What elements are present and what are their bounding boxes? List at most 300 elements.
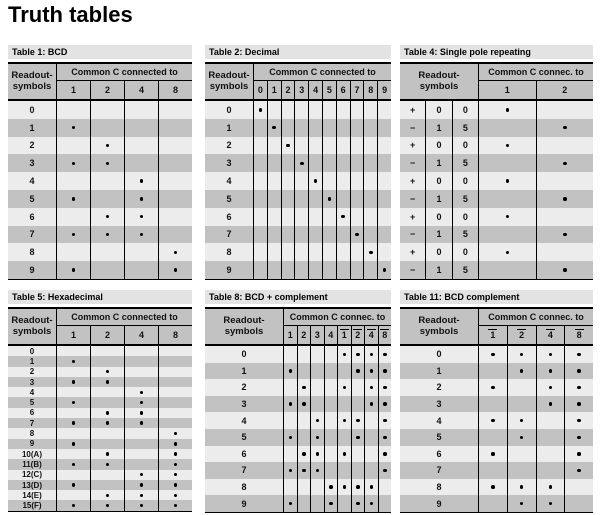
contact-cell xyxy=(536,119,594,137)
contact-cell xyxy=(90,387,124,397)
table-row xyxy=(400,190,593,208)
contact-cells xyxy=(283,429,391,446)
dot xyxy=(106,452,110,456)
readout-symbol-group xyxy=(8,428,56,438)
readout-symbol-group xyxy=(8,470,56,480)
contact-cell xyxy=(324,346,338,363)
dot xyxy=(72,483,76,487)
contact-cells xyxy=(56,261,192,279)
readout-symbol: 0 xyxy=(436,349,442,360)
readout-symbol: 0 xyxy=(226,104,232,115)
contact-cell xyxy=(57,470,90,480)
dot xyxy=(174,251,178,255)
table-title: Table 8: BCD + complement xyxy=(205,290,391,304)
table-row xyxy=(400,379,593,396)
readout-symbol-group xyxy=(205,226,253,244)
readout-symbol-group xyxy=(8,367,56,377)
overlined-column-label: 8 xyxy=(382,330,388,341)
contact-cell xyxy=(308,208,322,226)
contact-cell xyxy=(57,439,90,449)
contact-cells xyxy=(56,408,192,418)
contact-cell xyxy=(363,119,377,137)
contact-cell xyxy=(90,377,124,387)
readout-symbol: 3 xyxy=(29,158,35,169)
dot xyxy=(370,502,374,506)
contact-cells xyxy=(56,346,192,356)
contact-cell xyxy=(90,418,124,428)
contact-cell xyxy=(479,261,536,279)
table-row xyxy=(8,346,192,356)
contact-cell xyxy=(158,154,192,172)
contact-cell xyxy=(294,208,308,226)
contact-cell xyxy=(322,226,336,244)
contact-cells xyxy=(478,379,593,396)
contact-cell xyxy=(124,397,158,407)
contact-cell xyxy=(297,446,311,463)
readout-symbol: 7 xyxy=(29,418,35,428)
table-body xyxy=(8,101,192,280)
contact-cell xyxy=(536,190,594,208)
dot xyxy=(106,144,110,148)
contact-cells xyxy=(56,459,192,469)
contact-cell xyxy=(536,479,565,496)
readout-symbol: 2 xyxy=(436,382,442,393)
contact-cell xyxy=(322,190,336,208)
contact-cell xyxy=(564,379,593,396)
contact-cell xyxy=(308,190,322,208)
readout-symbol-group xyxy=(205,379,283,396)
contact-cells xyxy=(56,490,192,500)
table-row xyxy=(8,480,192,490)
table-body xyxy=(205,101,391,280)
overlined-column-label: 2 xyxy=(355,330,361,341)
readout-symbol: 1 xyxy=(29,356,35,366)
readout-symbol-group xyxy=(205,261,253,279)
contact-cell xyxy=(57,119,90,137)
contact-cell xyxy=(158,119,192,137)
contact-cell xyxy=(90,428,124,438)
contact-cell xyxy=(479,462,507,479)
contact-cell xyxy=(57,459,90,469)
contact-cell xyxy=(350,137,364,155)
table-row xyxy=(8,449,192,459)
contact-cell xyxy=(281,101,295,119)
contact-cell xyxy=(536,243,594,261)
contact-cell xyxy=(336,137,350,155)
contact-cell xyxy=(337,412,351,429)
contact-cell xyxy=(254,101,267,119)
contact-cell xyxy=(90,208,124,226)
contact-cells xyxy=(478,261,593,279)
dot xyxy=(520,419,524,423)
column-header: 2 xyxy=(536,81,594,99)
contact-cell xyxy=(267,154,281,172)
readout-symbol: 1 xyxy=(425,190,451,208)
readout-symbol-group xyxy=(400,226,478,244)
contact-cell xyxy=(90,137,124,155)
table-row xyxy=(8,418,192,428)
overlined-column-label: 4 xyxy=(547,330,553,341)
contact-cell xyxy=(351,446,365,463)
dot xyxy=(72,401,76,405)
readout-symbol-group xyxy=(205,346,283,363)
contact-cell xyxy=(351,396,365,413)
dot xyxy=(383,268,387,272)
readout-symbol: 2 xyxy=(29,140,35,151)
overlined-column-label: 8 xyxy=(576,330,582,341)
contact-cell xyxy=(308,137,322,155)
contact-cell xyxy=(507,446,536,463)
readout-symbol-group xyxy=(8,397,56,407)
table-row xyxy=(400,412,593,429)
contact-cell xyxy=(363,154,377,172)
readout-symbol: − xyxy=(410,265,416,276)
dot xyxy=(506,108,510,112)
dot xyxy=(106,370,110,374)
readout-symbol: 9 xyxy=(29,439,35,449)
common-header-group xyxy=(479,64,593,99)
dot xyxy=(520,485,524,489)
contact-cell xyxy=(337,462,351,479)
contact-cell xyxy=(90,243,124,261)
dot xyxy=(549,502,553,506)
contact-cell xyxy=(310,379,324,396)
contact-cell xyxy=(57,101,90,119)
contact-cells xyxy=(478,243,593,261)
contact-cell xyxy=(90,459,124,469)
readout-symbol-group xyxy=(8,356,56,366)
readout-header-line: Readout- xyxy=(418,314,460,326)
contact-cells xyxy=(478,119,593,137)
dot xyxy=(506,251,510,255)
column-header: 1 xyxy=(70,85,76,95)
contact-cells xyxy=(283,363,391,380)
dot xyxy=(174,463,178,467)
readout-symbol-group xyxy=(400,396,478,413)
contact-cell xyxy=(363,190,377,208)
contact-cell xyxy=(479,190,536,208)
contact-cells xyxy=(253,190,391,208)
table-header xyxy=(8,62,192,101)
dot xyxy=(302,452,306,456)
dot xyxy=(577,436,581,440)
dot xyxy=(329,485,333,489)
table-title: Table 2: Decimal xyxy=(205,45,391,59)
column-header: 7 xyxy=(350,81,364,99)
dot xyxy=(549,353,553,357)
contact-cell xyxy=(57,387,90,397)
readout-symbol: 3 xyxy=(436,399,442,410)
column-header: 9 xyxy=(377,81,391,99)
readout-symbol-group xyxy=(205,101,253,119)
dot xyxy=(356,502,360,506)
contact-cell xyxy=(158,470,192,480)
contact-cell xyxy=(254,172,267,190)
table-row xyxy=(8,243,192,261)
readout-symbol: − xyxy=(410,122,416,133)
contact-cell xyxy=(308,172,322,190)
contact-cell xyxy=(57,261,90,279)
contact-cell xyxy=(377,137,391,155)
dot xyxy=(140,504,144,508)
contact-cell xyxy=(377,208,391,226)
table-row xyxy=(400,429,593,446)
dot xyxy=(577,353,581,357)
contact-cell xyxy=(536,412,565,429)
dot xyxy=(577,369,581,373)
readout-symbol-group xyxy=(8,137,56,155)
contact-cell xyxy=(284,412,297,429)
contact-cell xyxy=(564,429,593,446)
contact-cell xyxy=(336,243,350,261)
contact-cell xyxy=(364,479,378,496)
dot xyxy=(140,483,144,487)
table-row xyxy=(205,226,391,244)
readout-symbol-group xyxy=(400,379,478,396)
readout-header-line: symbols xyxy=(12,325,52,337)
column-header: 1 xyxy=(287,330,293,340)
dot xyxy=(174,432,178,436)
dot xyxy=(383,452,387,456)
table-title: Table 4: Single pole repeating xyxy=(400,45,593,59)
dot xyxy=(343,485,347,489)
readout-symbol-group xyxy=(400,172,478,190)
contact-cell xyxy=(124,418,158,428)
contact-cells xyxy=(56,470,192,480)
readout-symbol: 6 xyxy=(241,448,247,459)
contact-cell xyxy=(281,243,295,261)
contact-cell xyxy=(310,479,324,496)
contact-cell xyxy=(158,480,192,490)
dot xyxy=(140,391,144,395)
readout-symbol-group xyxy=(400,137,478,155)
contact-cell xyxy=(267,226,281,244)
contact-cell xyxy=(308,226,322,244)
readout-symbol: 4 xyxy=(436,415,442,426)
overlined-column-label: 1 xyxy=(490,330,496,341)
contact-cell xyxy=(350,243,364,261)
contact-cell xyxy=(90,397,124,407)
dot xyxy=(106,463,110,467)
dot xyxy=(72,126,76,130)
readout-symbol: 13(D) xyxy=(21,480,42,490)
table-row xyxy=(8,377,192,387)
contact-cell xyxy=(536,137,594,155)
readout-symbol: + xyxy=(410,211,416,222)
contact-cell xyxy=(336,190,350,208)
contact-cells xyxy=(478,429,593,446)
contact-cell xyxy=(57,226,90,244)
readout-symbol-group xyxy=(8,101,56,119)
contact-cell xyxy=(90,261,124,279)
readout-symbol-group xyxy=(8,449,56,459)
contact-cell xyxy=(363,243,377,261)
table-row xyxy=(8,261,192,279)
contact-cell xyxy=(124,243,158,261)
contact-cells xyxy=(283,446,391,463)
readout-symbol: 3 xyxy=(241,399,247,410)
table-row xyxy=(400,261,593,279)
dot xyxy=(72,380,76,384)
column-header: 4 xyxy=(124,326,158,344)
dot xyxy=(140,179,144,183)
contact-cell xyxy=(267,172,281,190)
table-title: Table 1: BCD xyxy=(8,45,192,59)
contact-cell xyxy=(297,412,311,429)
contact-cell xyxy=(158,418,192,428)
contact-cells xyxy=(56,367,192,377)
contact-cell xyxy=(351,479,365,496)
contact-cell xyxy=(158,500,192,510)
readout-header-line: symbols xyxy=(12,80,52,92)
contact-cells xyxy=(478,396,593,413)
contact-cell xyxy=(158,137,192,155)
readout-symbols-header xyxy=(400,64,479,99)
readout-symbol: 1 xyxy=(425,226,451,244)
contact-cell xyxy=(378,363,392,380)
readout-symbol-group xyxy=(400,346,478,363)
table-row xyxy=(400,346,593,363)
contact-cells xyxy=(56,449,192,459)
contact-cell xyxy=(124,190,158,208)
contact-cell xyxy=(90,439,124,449)
table-row xyxy=(400,495,593,512)
contact-cell xyxy=(57,367,90,377)
contact-cell xyxy=(351,495,365,512)
contact-cell xyxy=(364,462,378,479)
dot xyxy=(343,452,347,456)
table-body xyxy=(205,346,391,513)
contact-cell xyxy=(281,261,295,279)
column-header-row xyxy=(57,81,192,99)
readout-symbols-header xyxy=(8,309,57,344)
readout-symbol: 7 xyxy=(226,229,232,240)
contact-cell xyxy=(124,428,158,438)
dot xyxy=(343,419,347,423)
contact-cell xyxy=(57,208,90,226)
contact-cell xyxy=(57,356,90,366)
contact-cell xyxy=(158,387,192,397)
contact-cell xyxy=(294,154,308,172)
contact-cell xyxy=(536,101,594,119)
dot xyxy=(577,386,581,390)
contact-cell xyxy=(336,208,350,226)
readout-symbol: 8 xyxy=(29,429,35,439)
readout-symbol-group xyxy=(400,429,478,446)
dot xyxy=(370,485,374,489)
column-header: 3 xyxy=(310,326,324,344)
dot xyxy=(140,411,144,415)
contact-cell xyxy=(57,397,90,407)
readout-symbols-header xyxy=(400,309,479,344)
table-row xyxy=(205,119,391,137)
contact-cell xyxy=(254,137,267,155)
readout-symbol: 5 xyxy=(241,432,247,443)
contact-cell xyxy=(337,396,351,413)
dot xyxy=(520,353,524,357)
dot xyxy=(174,452,178,456)
column-header: 3 xyxy=(294,81,308,99)
contact-cell xyxy=(479,154,536,172)
contact-cell xyxy=(350,226,364,244)
contact-cells xyxy=(478,446,593,463)
dot xyxy=(140,215,144,219)
table-header xyxy=(205,307,391,346)
contact-cell xyxy=(507,495,536,512)
common-connected-label: Common C connec. to xyxy=(479,64,593,81)
common-header-group xyxy=(57,309,192,344)
readout-symbol-group xyxy=(205,495,283,512)
readout-header-line: Readout- xyxy=(208,69,250,81)
column-header: 8 xyxy=(158,81,192,99)
contact-cell xyxy=(350,190,364,208)
contact-cell xyxy=(254,190,267,208)
readout-header-line: symbols xyxy=(419,325,459,337)
contact-cell xyxy=(294,226,308,244)
contact-cell xyxy=(507,412,536,429)
dot xyxy=(355,233,359,237)
readout-symbol-group xyxy=(8,408,56,418)
dot xyxy=(72,162,76,166)
readout-symbols-header xyxy=(8,64,57,99)
dot xyxy=(370,386,374,390)
contact-cell xyxy=(57,408,90,418)
contact-cell xyxy=(297,479,311,496)
contact-cell xyxy=(284,446,297,463)
contact-cell xyxy=(324,462,338,479)
contact-cell xyxy=(536,226,594,244)
dot xyxy=(370,369,374,373)
readout-symbol: 5 xyxy=(29,398,35,408)
dot xyxy=(356,485,360,489)
column-header: 4 xyxy=(324,326,338,344)
contact-cell xyxy=(124,226,158,244)
contact-cells xyxy=(56,154,192,172)
contact-cell xyxy=(158,377,192,387)
table-body xyxy=(400,101,593,280)
readout-symbol: 6 xyxy=(29,408,35,418)
dot xyxy=(72,197,76,201)
readout-symbol: 5 xyxy=(436,432,442,443)
contact-cell xyxy=(378,429,392,446)
contact-cell xyxy=(124,470,158,480)
readout-symbol: 5 xyxy=(452,154,478,172)
contact-cell xyxy=(57,428,90,438)
contact-cell xyxy=(351,363,365,380)
contact-cell xyxy=(350,154,364,172)
contact-cell xyxy=(378,396,392,413)
contact-cell xyxy=(310,446,324,463)
contact-cells xyxy=(283,495,391,512)
table-row xyxy=(400,479,593,496)
contact-cell xyxy=(297,363,311,380)
readout-symbol-group xyxy=(400,101,478,119)
contact-cell xyxy=(564,346,593,363)
contact-cell xyxy=(124,449,158,459)
contact-cell xyxy=(479,479,507,496)
contact-cell xyxy=(377,154,391,172)
contact-cell xyxy=(294,190,308,208)
contact-cell xyxy=(308,101,322,119)
readout-symbol: + xyxy=(410,104,416,115)
readout-symbol-group xyxy=(8,172,56,190)
dot xyxy=(289,469,293,473)
contact-cell xyxy=(479,412,507,429)
contact-cells xyxy=(478,346,593,363)
contact-cell xyxy=(281,190,295,208)
dot xyxy=(549,402,553,406)
contact-cell xyxy=(322,261,336,279)
